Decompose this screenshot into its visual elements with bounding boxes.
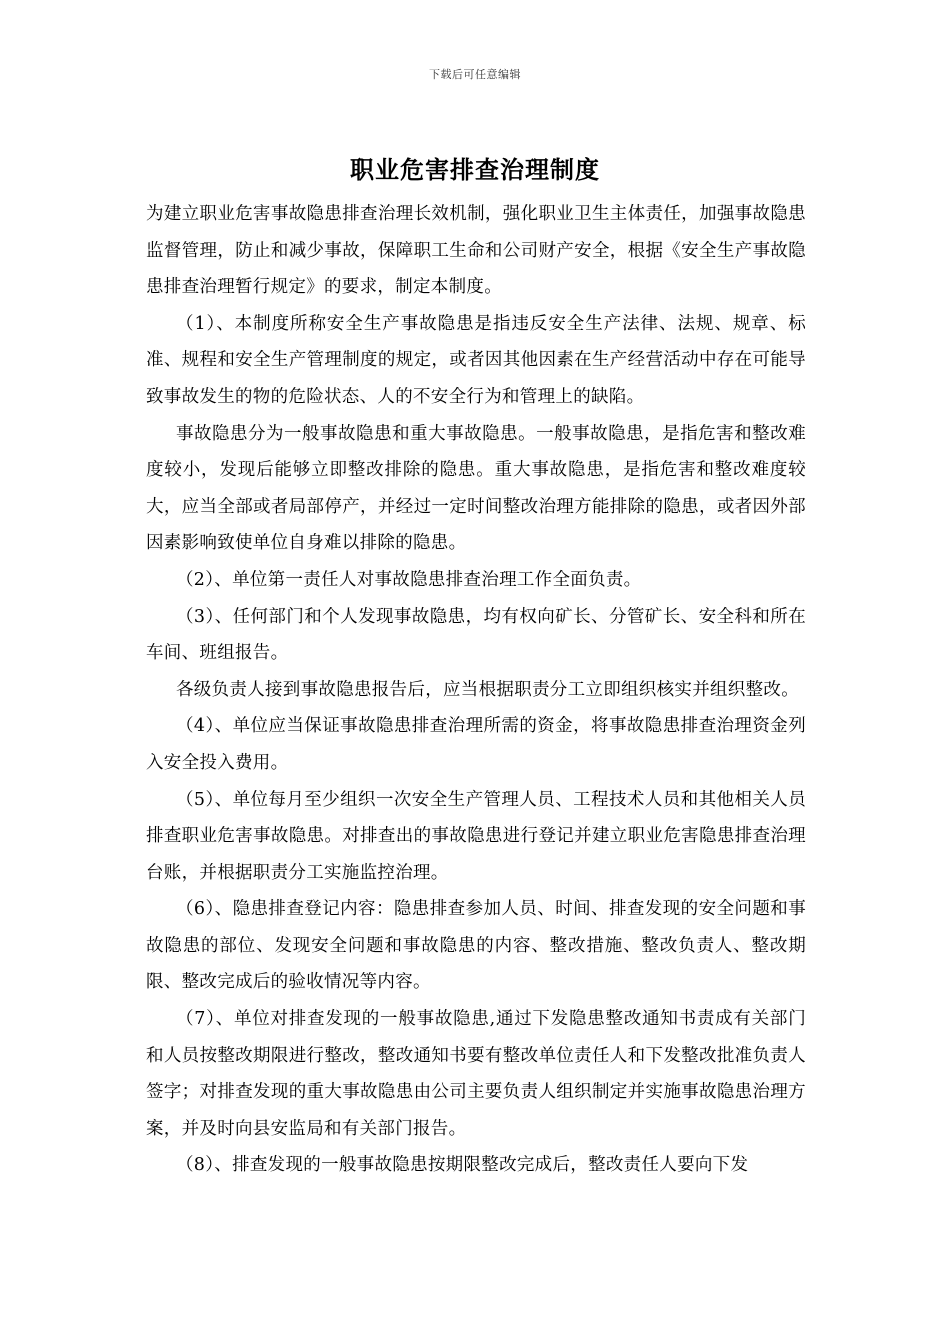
paragraph: 事故隐患分为一般事故隐患和重大事故隐患。一般事故隐患，是指危害和整改难度较小，发现后能够立即整改排除的隐患。重大事故隐患，是指危害和整改难度较大，应当全部或者局部停产，并经过一定时间整改治理方能排除的隐患，或者因外部因素影响致使单位自身难以排除的隐患。 xyxy=(146,423,806,554)
document-body xyxy=(146,196,806,1184)
paragraph: 各级负责人接到事故隐患报告后，应当根据职责分工立即组织核实并组织整改。 xyxy=(176,679,799,700)
paragraph: （4）、单位应当保证事故隐患排查治理所需的资金，将事故隐患排查治理资金列入安全投入费用。 xyxy=(146,716,806,773)
header-note: 下载后可任意编辑 xyxy=(429,68,521,81)
paragraph: （6）、隐患排查登记内容：隐患排查参加人员、时间、排查发现的安全问题和事故隐患的部位、发现安全问题和事故隐患的内容、整改措施、整改负责人、整改期限、整改完成后的验收情况等内容。 xyxy=(146,899,806,993)
paragraph: （5）、单位每月至少组织一次安全生产管理人员、工程技术人员和其他相关人员排查职业危害事故隐患。对排查出的事故隐患进行登记并建立职业危害隐患排查治理台账，并根据职责分工实施监控治理。 xyxy=(146,789,806,883)
paragraph: （2）、单位第一责任人对事故隐患排查治理工作全面负责。 xyxy=(176,569,642,590)
paragraph: （3）、任何部门和个人发现事故隐患，均有权向矿长、分管矿长、安全科和所在车间、班组报告。 xyxy=(146,606,806,664)
paragraph: （8）、排查发现的一般事故隐患按期限整改完成后，整改责任人要向下发 xyxy=(176,1155,749,1176)
paragraph: （7）、单位对排查发现的一般事故隐患,通过下发隐患整改通知书责成有关部门和人员按整改期限进行整改，整改通知书要有整改单位责任人和下发整改批准负责人签字；对排查发现的重大事故隐患由公司主要负责人组织制定并实施事故隐患治理方案，并及时向县安监局和有关部门报告。 xyxy=(146,1009,806,1139)
paragraph: （1）、本制度所称安全生产事故隐患是指违反安全生产法律、法规、规章、标准、规程和安全生产管理制度的规定，或者因其他因素在生产经营活动中存在可能导致事故发生的物的危险状态、人的不安全行为和管理上的缺陷。 xyxy=(146,313,806,407)
paragraph: 为建立职业危害事故隐患排查治理长效机制，强化职业卫生主体责任，加强事故隐患监督管理，防止和减少事故，保障职工生命和公司财产安全，根据《安全生产事故隐患排查治理暂行规定》的要求，制定本制度。 xyxy=(146,204,806,298)
document-title: 职业危害排查治理制度 xyxy=(350,156,600,184)
